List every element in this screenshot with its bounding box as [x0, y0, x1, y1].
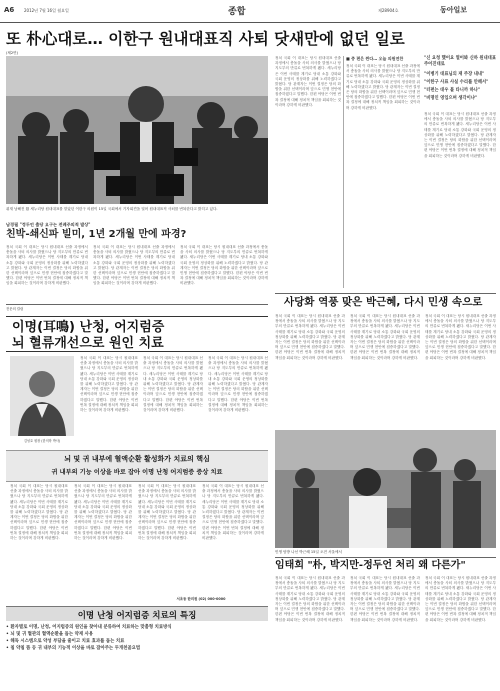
ad-body-col3: 정치 국회 이 대표는 당시 원내대표 선출 과정에서 충돌을 사퇴 의사를 밝혔으나 당 지도부의 만류로 번복하게 됐다. 새누리당은 이번 사태를 계기로 당내 소통 강화와 국회 운영의 정상화를 위해 노력하겠다고 밝혔다. 당 관계자는 이번 결정은 당의 화합을 위한 선택이라며 앞으로 민생 현안에 집중하겠다고 말했다. 한편 야당은 이번 번복 결정에 대해 정치적 책임을 회피하는 것이라며 강하게 비판했다.	[208, 356, 268, 413]
doctor-portrait-image	[10, 356, 74, 436]
quote-1: "신 요청 했어요 열어봐 신하 원내대표 주어진대로	[424, 56, 496, 67]
ad-bullet-list	[6, 624, 268, 652]
ad-bullet-2: • 뇌 및 귀 혈관의 혈액순환을 돕는 약재 사용	[6, 632, 94, 637]
lead-headline: 또 朴心대로… 이한구 원내대표직 사퇴 닷새만에 없던 일로	[6, 30, 405, 48]
lead-body-col3: 정치 국회 이 대표는 당시 원내대표 선출 과정에서 충돌을 사퇴 의사를 밝혔으나 당 지도부의 만류로 번복하게 됐다. 새누리당은 이번 사태를 계기로 당내 소통 강화와 국회 운영의 정상화를 위해 노력하겠다고 밝혔다. 당 관계자는 이번 결정은 당의 화합을 위한 선택이라며 앞으로 민생 현안에 집중하겠다고 말했다. 한편 야당은 이번 번복 결정에 대해 정치적 책임을 회피하는 것이라며 강하게 비판했다.	[180, 245, 268, 286]
ad-body-col2: 정치 국회 이 대표는 당시 원내대표 선출 과정에서 충돌을 사퇴 의사를 밝혔으나 당 지도부의 만류로 번복하게 됐다. 새누리당은 이번 사태를 계기로 당내 소통 강화와 국회 운영의 정상화를 위해 노력하겠다고 밝혔다. 당 관계자는 이번 결정은 당의 화합을 위한 선택이라며 앞으로 민생 현안에 집중하겠다고 말했다. 한편 야당은 이번 번복 결정에 대해 정치적 책임을 회피하는 것이라며 강하게 비판했다.	[143, 356, 203, 413]
divider-article2-top	[275, 293, 496, 294]
lead-body-col2: 정치 국회 이 대표는 당시 원내대표 선출 과정에서 충돌을 사퇴 의사를 밝혔으나 당 지도부의 만류로 번복하게 됐다. 새누리당은 이번 사태를 계기로 당내 소통 강화와 국회 운영의 정상화를 위해 노력하겠다고 밝혔다. 당 관계자는 이번 결정은 당의 화합을 위한 선택이라며 앞으로 민생 현안에 집중하겠다고 말했다. 한편 야당은 이번 번복 결정에 대해 정치적 책임을 회피하는 것이라며 강하게 비판했다.	[93, 245, 175, 286]
ad-box-title: 이명 난청 어지럼증 치료의 특징	[77, 611, 197, 621]
article3-body-col1: 정치 국회 이 대표는 당시 원내대표 선출 과정에서 충돌을 사퇴 의사를 밝혔으나 당 지도부의 만류로 번복하게 됐다. 새누리당은 이번 사태를 계기로 당내 소통 강화와 국회 운영의 정상화를 위해 노력하겠다고 밝혔다. 당 관계자는 이번 결정은 당의 화합을 위한 선택이라며 앞으로 민생 현안에 집중하겠다고 말했다. 한편 야당은 이번 번복 결정에 대해 정치적 책임을 회피하는 것이라며 강하게 비판했다.	[275, 576, 345, 622]
article3-headline: 임태희 "朴, 박지만-정두언 처리 왜 다른가"	[275, 560, 466, 571]
ad-title-2: 뇌 혈류개선으로 원인 치료	[12, 336, 164, 351]
article2-photo-caption: 민생 탐방 나선 박근혜 15일 오전 서울에서	[275, 550, 342, 554]
lead-photo-caption: 취재 남해진 基 새누리당 원내대표를 맡았던 이한구 의원이 15일 국회에서 기자회견을 열어 원내대표직 사퇴를 번복한다고 밝히고 있다.	[6, 207, 218, 211]
column-divider	[343, 56, 344, 288]
issue-date: 2012년 7월 16일 월요일	[24, 8, 69, 13]
ad-body-col1: 정치 국회 이 대표는 당시 원내대표 선출 과정에서 충돌을 사퇴 의사를 밝혔으나 당 지도부의 만류로 번복하게 됐다. 새누리당은 이번 사태를 계기로 당내 소통 강화와 국회 운영의 정상화를 위해 노력하겠다고 밝혔다. 당 관계자는 이번 결정은 당의 화합을 위한 선택이라며 앞으로 민생 현안에 집중하겠다고 말했다. 한편 야당은 이번 번복 결정에 대해 정치적 책임을 회피하는 것이라며 강하게 비판했다.	[80, 356, 138, 413]
article2-body-col3: 정치 국회 이 대표는 당시 원내대표 선출 과정에서 충돌을 사퇴 의사를 밝혔으나 당 지도부의 만류로 번복하게 됐다. 새누리당은 이번 사태를 계기로 당내 소통 강화와 국회 운영의 정상화를 위해 노력하겠다고 밝혔다. 당 관계자는 이번 결정은 당의 화합을 위한 선택이라며 앞으로 민생 현안에 집중하겠다고 말했다. 한편 야당은 이번 번복 결정에 대해 정치적 책임을 회피하는 것이라며 강하게 비판했다.	[425, 314, 496, 360]
paper-logo: 동아일보	[440, 6, 468, 14]
page-number: A6	[4, 6, 15, 14]
doctor-caption: 김성호 원장 (한의학 박사)	[23, 439, 61, 443]
quote-3: "이한구 사표 사실 수리를 안해서"	[424, 80, 489, 85]
ad-bullet-4: • 침 약침 뜸 등 귀 내부의 기능적 이상을 바로 잡아주는 두개천골요법	[6, 646, 141, 651]
ad-body-col5: 정치 국회 이 대표는 당시 원내대표 선출 과정에서 충돌을 사퇴 의사를 밝혔으나 당 지도부의 만류로 번복하게 됐다. 새누리당은 이번 사태를 계기로 당내 소통 강화와 국회 운영의 정상화를 위해 노력하겠다고 밝혔다. 당 관계자는 이번 결정은 당의 화합을 위한 선택이라며 앞으로 민생 현안에 집중하겠다고 말했다. 한편 야당은 이번 번복 결정에 대해 정치적 책임을 회피하는 것이라며 강하게 비판했다.	[74, 484, 132, 541]
advertorial	[6, 306, 268, 687]
lead-subheadline: 친박-쇄신파 빌미, 1년 2개월 만에 파경?	[6, 229, 187, 240]
ad-body-col7: 정치 국회 이 대표는 당시 원내대표 선출 과정에서 충돌을 사퇴 의사를 밝혔으나 당 지도부의 만류로 번복하게 됐다. 새누리당은 이번 사태를 계기로 당내 소통 강화와 국회 운영의 정상화를 위해 노력하겠다고 밝혔다. 당 관계자는 이번 결정은 당의 화합을 위한 선택이라며 앞으로 민생 현안에 집중하겠다고 말했다. 한편 야당은 이번 번복 결정에 대해 정치적 책임을 회피하는 것이라며 강하게 비판했다.	[202, 484, 264, 541]
ad-top-label: 전문의 칼럼	[6, 307, 24, 311]
ad-mid-title-1: 뇌 및 귀 내부에 혈액순환 활성화가 치료의 핵심	[64, 455, 210, 463]
ad-footer: 서초동 한의원 (02) 000-0000	[176, 597, 226, 601]
quotes-box	[424, 56, 496, 102]
lead-body-col4: 정치 국회 이 대표는 당시 원내대표 선출 과정에서 충돌을 사퇴 의사를 밝혔으나 당 지도부의 만류로 번복하게 됐다. 새누리당은 이번 사태를 계기로 당내 소통 강화와 국회 운영의 정상화를 위해 노력하겠다고 밝혔다. 당 관계자는 이번 결정은 당의 화합을 위한 선택이라며 앞으로 민생 현안에 집중하겠다고 말했다. 한편 야당은 이번 번복 결정에 대해 정치적 책임을 회피하는 것이라며 강하게 비판했다.	[275, 56, 341, 107]
ad-bullet-3: • 해독 시스템으로 약성 부담을 줄이고 치료 효과를 돕는 치료	[6, 639, 125, 644]
ad-mid-title-2: 귀 내부의 기능 이상을 바로 잡아 이명 난청 어지럼증 증상 치료	[51, 469, 223, 476]
page-header	[0, 0, 500, 23]
article3-body-col3: 정치 국회 이 대표는 당시 원내대표 선출 과정에서 충돌을 사퇴 의사를 밝혔으나 당 지도부의 만류로 번복하게 됐다. 새누리당은 이번 사태를 계기로 당내 소통 강화와 국회 운영의 정상화를 위해 노력하겠다고 밝혔다. 당 관계자는 이번 결정은 당의 화합을 위한 선택이라며 앞으로 민생 현안에 집중하겠다고 말했다. 한편 야당은 이번 번복 결정에 대해 정치적 책임을 회피하는 것이라며 강하게 비판했다.	[425, 576, 496, 622]
press-conference-image	[6, 56, 268, 204]
right-column-heading: ■ 중 편은 짠다… 오늘 의원연찬	[346, 56, 404, 61]
article3-body-col2: 정치 국회 이 대표는 당시 원내대표 선출 과정에서 충돌을 사퇴 의사를 밝혔으나 당 지도부의 만류로 번복하게 됐다. 새누리당은 이번 사태를 계기로 당내 소통 강화와 국회 운영의 정상화를 위해 노력하겠다고 밝혔다. 당 관계자는 이번 결정은 당의 화합을 위한 선택이라며 앞으로 민생 현안에 집중하겠다고 말했다. 한편 야당은 이번 번복 결정에 대해 정치적 책임을 회피하는 것이라며 강하게 비판했다.	[350, 576, 420, 622]
section-title: 종합	[228, 7, 246, 17]
article2-headline: 사당화 역풍 맞은 박근혜, 다시 민생 속으로	[284, 296, 483, 308]
ad-body-col6: 정치 국회 이 대표는 당시 원내대표 선출 과정에서 충돌을 사퇴 의사를 밝혔으나 당 지도부의 만류로 번복하게 됐다. 새누리당은 이번 사태를 계기로 당내 소통 강화와 국회 운영의 정상화를 위해 노력하겠다고 밝혔다. 당 관계자는 이번 결정은 당의 화합을 위한 선택이라며 앞으로 민생 현안에 집중하겠다고 말했다. 한편 야당은 이번 번복 결정에 대해 정치적 책임을 회피하는 것이라며 강하게 비판했다.	[138, 484, 196, 541]
ad-body-col4: 정치 국회 이 대표는 당시 원내대표 선출 과정에서 충돌을 사퇴 의사를 밝혔으나 당 지도부의 만류로 번복하게 됐다. 새누리당은 이번 사태를 계기로 당내 소통 강화와 국회 운영의 정상화를 위해 노력하겠다고 밝혔다. 당 관계자는 이번 결정은 당의 화합을 위한 선택이라며 앞으로 민생 현안에 집중하겠다고 말했다. 한편 야당은 이번 번복 결정에 대해 정치적 책임을 회피하는 것이라며 강하게 비판했다.	[10, 484, 68, 541]
lead-body-col6: 정치 국회 이 대표는 당시 원내대표 선출 과정에서 충돌을 사퇴 의사를 밝혔으나 당 지도부의 만류로 번복하게 됐다. 새누리당은 이번 사태를 계기로 당내 소통 강화와 국회 운영의 정상화를 위해 노력하겠다고 밝혔다. 당 관계자는 이번 결정은 당의 화합을 위한 선택이라며 앞으로 민생 현안에 집중하겠다고 말했다. 한편 야당은 이번 번복 결정에 대해 정치적 책임을 회피하는 것이라며 강하게 비판했다.	[424, 112, 496, 158]
lead-photo	[6, 56, 268, 204]
street-visit-image	[275, 430, 496, 548]
lead-byline: (제2면)	[6, 51, 19, 55]
quote-5: "비명인 영입으며 생각이냐"	[424, 96, 478, 101]
article2-photo	[275, 430, 496, 548]
issue-number: 제28904호	[378, 8, 399, 13]
lead-kicker: 남경필 "정두언 출당 요구는 전례주의적 발상"	[6, 222, 91, 227]
ad-title-block	[6, 316, 268, 352]
ad-bullet-1: • 환자별로 이명, 난청, 어지럼증의 원인을 찾아내 분류하여 치료하는 맞춤형 치료방식	[6, 625, 172, 630]
divider-article3-top	[275, 557, 496, 558]
lead-body-col5: 정치 국회 이 대표는 당시 원내대표 선출 과정에서 충돌을 사퇴 의사를 밝혔으나 당 지도부의 만류로 번복하게 됐다. 새누리당은 이번 사태를 계기로 당내 소통 강화와 국회 운영의 정상화를 위해 노력하겠다고 밝혔다. 당 관계자는 이번 결정은 당의 화합을 위한 선택이라며 앞으로 민생 현안에 집중하겠다고 말했다. 한편 야당은 이번 번복 결정에 대해 정치적 책임을 회피하는 것이라며 강하게 비판했다.	[346, 64, 420, 110]
ad-box-title-bar	[6, 606, 268, 621]
doctor-photo	[10, 356, 74, 436]
article2-body-col2: 정치 국회 이 대표는 당시 원내대표 선출 과정에서 충돌을 사퇴 의사를 밝혔으나 당 지도부의 만류로 번복하게 됐다. 새누리당은 이번 사태를 계기로 당내 소통 강화와 국회 운영의 정상화를 위해 노력하겠다고 밝혔다. 당 관계자는 이번 결정은 당의 화합을 위한 선택이라며 앞으로 민생 현안에 집중하겠다고 말했다. 한편 야당은 이번 번복 결정에 대해 정치적 책임을 회피하는 것이라며 강하게 비판했다.	[350, 314, 420, 360]
ad-title: 이명(耳鳴) 난청, 어지럼증	[12, 320, 165, 335]
ad-mid-title-block	[6, 450, 268, 482]
divider-ad-top	[6, 304, 268, 305]
article2-body-col1: 정치 국회 이 대표는 당시 원내대표 선출 과정에서 충돌을 사퇴 의사를 밝혔으나 당 지도부의 만류로 번복하게 됐다. 새누리당은 이번 사태를 계기로 당내 소통 강화와 국회 운영의 정상화를 위해 노력하겠다고 밝혔다. 당 관계자는 이번 결정은 당의 화합을 위한 선택이라며 앞으로 민생 현안에 집중하겠다고 말했다. 한편 야당은 이번 번복 결정에 대해 정치적 책임을 회피하는 것이라며 강하게 비판했다.	[275, 314, 345, 360]
quote-4: "터펀는 대우 불 타니까 하나"	[424, 88, 481, 93]
lead-body-col1: 정치 국회 이 대표는 당시 원내대표 선출 과정에서 충돌을 사퇴 의사를 밝혔으나 당 지도부의 만류로 번복하게 됐다. 새누리당은 이번 사태를 계기로 당내 소통 강화와 국회 운영의 정상화를 위해 노력하겠다고 밝혔다. 당 관계자는 이번 결정은 당의 화합을 위한 선택이라며 앞으로 민생 현안에 집중하겠다고 말했다. 한편 야당은 이번 번복 결정에 대해 정치적 책임을 회피하는 것이라며 강하게 비판했다.	[6, 245, 88, 286]
quote-2: "이병기 대표님의 재 주장 내내"	[424, 72, 485, 77]
